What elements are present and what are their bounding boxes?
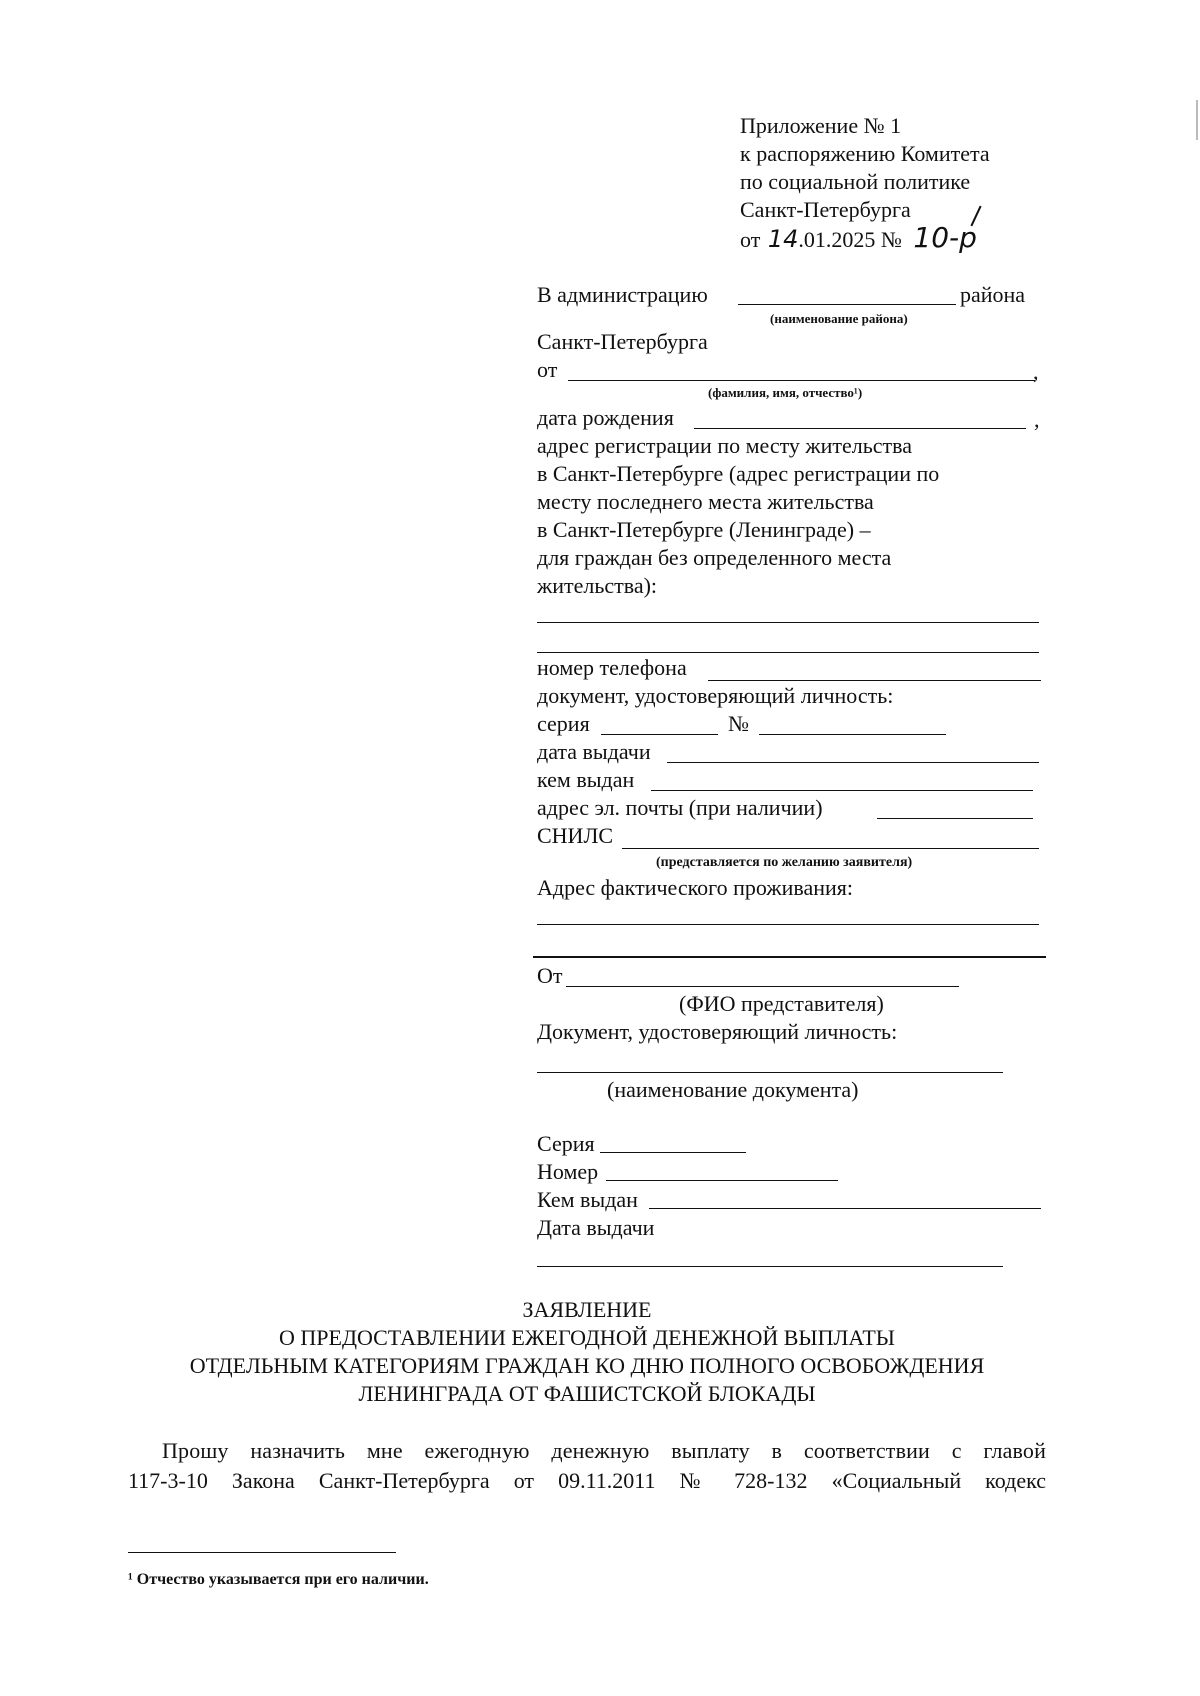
snils-input-line[interactable] — [622, 848, 1039, 849]
actual-address-line-2[interactable] — [533, 956, 1046, 958]
from-suffix: , — [1033, 359, 1039, 384]
handwritten-day: 14 — [767, 225, 799, 253]
district-input-line[interactable] — [738, 304, 956, 305]
id-doc-label: документ, удостоверяющий личность: — [537, 683, 894, 708]
rep-from-label: От — [537, 963, 563, 988]
number-input-line[interactable] — [759, 734, 946, 735]
issue-date-input-line[interactable] — [667, 762, 1039, 763]
rep-series-label: Серия — [537, 1131, 595, 1156]
rep-series-input-line[interactable] — [600, 1152, 746, 1153]
series-input-line[interactable] — [601, 734, 718, 735]
reg-line-6: жительства): — [537, 573, 658, 598]
issued-by-input-line[interactable] — [651, 790, 1033, 791]
email-input-line[interactable] — [877, 818, 1033, 819]
scan-edge-mark — [1196, 100, 1198, 140]
reg-address-line-2[interactable] — [537, 652, 1039, 653]
actual-address-label: Адрес фактического проживания: — [537, 875, 853, 900]
reg-line-1: адрес регистрации по месту жительства — [537, 433, 913, 458]
rep-issue-date-input-line[interactable] — [537, 1266, 1003, 1267]
title-line-2: О ПРЕДОСТАВЛЕНИИ ЕЖЕГОДНОЙ ДЕНЕЖНОЙ ВЫПЛАТЫ — [279, 1325, 895, 1350]
title-line-3: ОТДЕЛЬНЫМ КАТЕГОРИЯМ ГРАЖДАН КО ДНЮ ПОЛНОГО ОСВОБОЖДЕНИЯ — [189, 1353, 985, 1378]
appendix-line-4: Санкт-Петербурга — [740, 197, 911, 222]
rep-id-doc-label: Документ, удостоверяющий личность: — [537, 1019, 898, 1044]
para-line-1: Прошу назначить мне ежегодную денежную выплату в соответствии с главой — [162, 1438, 1046, 1463]
footnote-separator — [128, 1552, 396, 1553]
phone-input-line[interactable] — [708, 680, 1041, 681]
rep-number-input-line[interactable] — [606, 1180, 838, 1181]
city-label: Санкт-Петербурга — [537, 329, 708, 354]
title-line-4: ЛЕНИНГРАДА ОТ ФАШИСТСКОЙ БЛОКАДЫ — [358, 1381, 816, 1406]
reg-address-line-1[interactable] — [537, 622, 1039, 623]
birth-label: дата рождения — [537, 405, 674, 430]
rep-doc-name-hint: (наименование документа) — [607, 1077, 859, 1102]
rep-issued-by-input-line[interactable] — [649, 1208, 1041, 1209]
footnote-text: ¹ Отчество указывается при его наличии. — [128, 1571, 429, 1588]
issued-by-label: кем выдан — [537, 767, 635, 792]
series-label: серия — [537, 711, 590, 736]
date-prefix: от — [740, 227, 761, 252]
reg-line-2: в Санкт-Петербурге (адрес регистрации по — [537, 461, 940, 486]
rep-number-label: Номер — [537, 1159, 599, 1184]
date-rest: .01.2025 № — [798, 227, 902, 252]
rep-issued-by-label: Кем выдан — [537, 1187, 638, 1212]
para-line-2: 117-3-10 Закона Санкт-Петербурга от 09.11.2011 № 728-132 «Социальный кодекс — [128, 1468, 1046, 1493]
handwritten-number: 10-р — [913, 221, 977, 254]
birth-suffix: , — [1034, 407, 1040, 432]
actual-address-line-1[interactable] — [537, 924, 1039, 925]
reg-line-5: для граждан без определенного места — [537, 545, 892, 570]
appendix-line-2: к распоряжению Комитета — [740, 141, 990, 166]
title-line-1: ЗАЯВЛЕНИЕ — [522, 1297, 652, 1322]
rep-fio-hint: (ФИО представителя) — [679, 991, 884, 1016]
issue-date-label: дата выдачи — [537, 739, 651, 764]
body-paragraph — [128, 1436, 1046, 1496]
fio-hint: (фамилия, имя, отчество¹) — [708, 385, 863, 400]
rep-doc-name-input-line[interactable] — [537, 1072, 1003, 1073]
from-label: от — [537, 357, 558, 382]
phone-label: номер телефона — [537, 655, 687, 680]
appendix-line-1: Приложение № 1 — [740, 113, 902, 138]
snils-label: СНИЛС — [537, 823, 614, 848]
admin-label: В администрацию — [537, 282, 708, 307]
appendix-date — [740, 221, 977, 254]
appendix-line-3: по социальной политике — [740, 169, 971, 194]
admin-suffix: района — [960, 282, 1026, 307]
fio-input-line[interactable] — [568, 380, 1035, 381]
rep-fio-input-line[interactable] — [566, 986, 959, 987]
rep-issue-date-label: Дата выдачи — [537, 1215, 655, 1240]
number-label: № — [728, 711, 749, 736]
snils-hint: (представляется по желанию заявителя) — [656, 855, 913, 870]
reg-line-3: месту последнего места жительства — [537, 489, 874, 514]
district-hint: (наименование района) — [770, 311, 908, 326]
birth-input-line[interactable] — [694, 428, 1026, 429]
reg-line-4: в Санкт-Петербурге (Ленинграде) – — [537, 517, 871, 542]
email-label: адрес эл. почты (при наличии) — [537, 795, 823, 820]
